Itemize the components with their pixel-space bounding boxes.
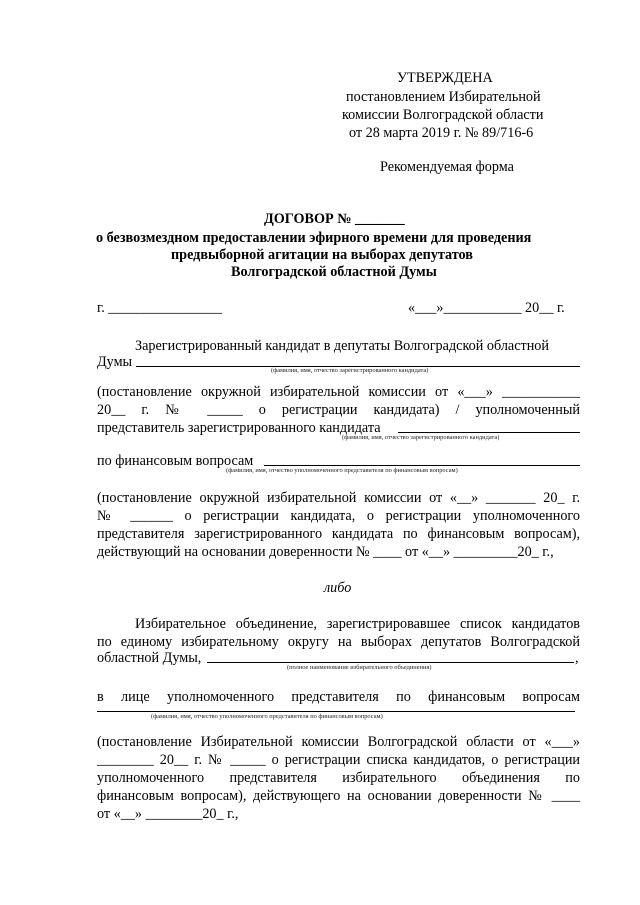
approval-line: от 28 марта 2019 г. № 89/716-6 <box>349 125 534 141</box>
approval-line: постановлением Избирательной <box>346 89 541 105</box>
financial-representative-line <box>264 465 580 466</box>
resolution-paragraph: 20__ г. № _____ о регистрации кандидата) / уполномоченный <box>97 402 580 418</box>
association-paragraph: , <box>575 650 579 666</box>
association-name-line <box>207 662 574 663</box>
hint-financial-2: (фамилия, имя, отчество уполномоченного представителя по финансовым вопросам) <box>151 713 383 720</box>
or-separator: либо <box>324 580 352 596</box>
contract-title: ДОГОВОР № _______ <box>264 211 405 227</box>
commission-resolution-paragraph: ________ 20__ г. № _____ о регистрации списка кандидатов, о регистрации <box>97 752 580 768</box>
financial-representative-line-2 <box>97 711 575 712</box>
approval-title: УТВЕРЖДЕНА <box>397 70 493 86</box>
recommended-form-label: Рекомендуемая форма <box>380 159 514 175</box>
commission-resolution-paragraph: финансовым вопросам), действующего на основании доверенности № ____ <box>97 788 580 804</box>
commission-resolution-paragraph: уполномоченного представителя избирательного объединения по <box>97 770 580 786</box>
district-resolution-paragraph: № ______ о регистрации кандидата, о регистрации уполномоченного <box>97 508 580 524</box>
hint-financial: (фамилия, имя, отчество уполномоченного представителя по финансовым вопросам) <box>226 467 458 474</box>
hint-association: (полное наименование избирательного объединения) <box>287 664 432 671</box>
district-resolution-paragraph: (постановление окружной избирательной комиссии от «__» _______ 20_ г. <box>97 490 580 506</box>
district-resolution-paragraph: представителя зарегистрированного кандидата по финансовым вопросам), <box>97 526 580 542</box>
resolution-paragraph: (постановление окружной избирательной комиссии от «___» ___________ <box>97 384 580 400</box>
contract-subtitle: предвыборной агитации на выборах депутатов <box>171 247 473 263</box>
representative-name-line <box>398 432 580 433</box>
financial-representative-label: по финансовым вопросам <box>97 453 254 469</box>
district-resolution-paragraph: действующий на основании доверенности № ____ от «__» _________20_ г., <box>97 544 554 560</box>
approval-line: комиссии Волгоградской области <box>342 107 544 123</box>
commission-resolution-paragraph: от «__» ________20_ г., <box>97 806 239 822</box>
hint-representative: (фамилия, имя, отчество зарегистрированного кандидата) <box>342 434 500 441</box>
date-field: «___»___________ 20__ г. <box>408 300 565 316</box>
representative-paragraph: в лице уполномоченного представителя по финансовым вопросам <box>97 689 580 705</box>
association-paragraph: Избирательное объединение, зарегистрировавшее список кандидатов <box>135 616 580 632</box>
commission-resolution-paragraph: (постановление Избирательной комиссии Волгоградской области от «___» <box>97 734 580 750</box>
candidate-paragraph: Думы <box>97 354 133 370</box>
hint-candidate: (фамилия, имя, отчество зарегистрированного кандидата) <box>271 367 429 374</box>
resolution-paragraph: представитель зарегистрированного кандидата <box>97 420 381 436</box>
city-field: г. ________________ <box>97 300 222 316</box>
association-paragraph: областной Думы, <box>97 650 202 666</box>
association-paragraph: по единому избирательному округу на выборах депутатов Волгоградской <box>97 634 580 650</box>
contract-subtitle: о безвозмездном предоставлении эфирного времени для проведения <box>96 230 532 246</box>
candidate-paragraph: Зарегистрированный кандидат в депутаты Волгоградской областной <box>135 338 549 354</box>
contract-subtitle: Волгоградской областной Думы <box>231 264 437 280</box>
